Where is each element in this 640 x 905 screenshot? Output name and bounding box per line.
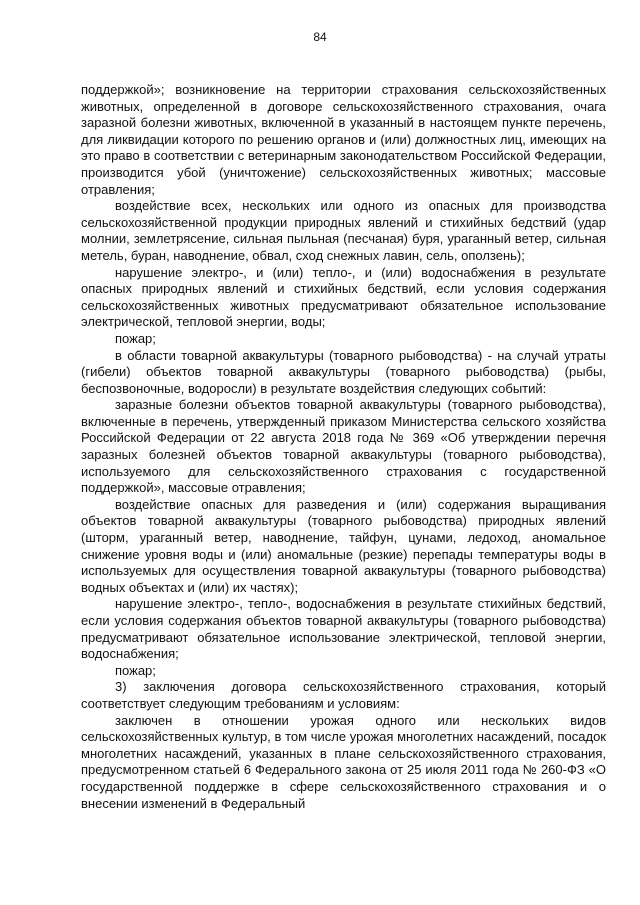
paragraph-11: заключен в отношении урожая одного или нескольких видов сельскохозяйственных культур, в том числе урожая многолетних насаждений, посадок многолетних насаждений, указанных в плане сельскохозяйственного страхования, предусмотренном статьей 6 Федерального закона от 25 июля 2011 года № 260-ФЗ «О государственной поддержке в сфере сельскохозяйственного страхования и о внесении изменений в Федеральный xyxy=(81,712,606,811)
page-number: 84 xyxy=(313,30,327,44)
paragraph-4: пожар; xyxy=(115,330,156,346)
paragraph-5: в области товарной аквакультуры (товарного рыбоводства) - на случай утраты (гибели) объектов товарной аквакультуры (товарного рыбоводства) (рыбы, беспозвоночные, водоросли) в результате воздействия следующих событий: xyxy=(81,347,606,396)
paragraph-7: воздействие опасных для разведения и (или) содержания выращивания объектов товарной аквакультуры (товарного рыбоводства) природных явлений (шторм, ураганный ветер, наводнение, тайфун, цунами, ледоход, аномальное снижение уровня воды и (или) аномальные (резкие) перепады температуры воды в используемых для осуществления товарной аквакультуры (товарного рыбоводства) водных объектах и (или) их частях); xyxy=(81,496,606,595)
paragraph-6: заразные болезни объектов товарной аквакультуры (товарного рыбоводства), включенные в перечень, утвержденный приказом Министерства сельского хозяйства Российской Федерации от 22 августа 2018 года № 369 «Об утверждении перечня заразных болезней объектов товарной аквакультуры (товарного рыбоводства), используемого для сельскохозяйственного страхования с государственной поддержкой», массовые отравления; xyxy=(81,397,606,496)
paragraph-9: пожар; xyxy=(115,662,156,678)
paragraph-2: воздействие всех, нескольких или одного из опасных для производства сельскохозяйственной продукции природных явлений и стихийных бедствий (удар молнии, землетрясение, сильная пыльная (песчаная) буря, ураганный ветер, сильная метель, буран, наводнение, обвал, сход снежных лавин, сель, оползень); xyxy=(81,198,606,263)
paragraph-8: нарушение электро-, тепло-, водоснабжения в результате стихийных бедствий, если условия содержания объектов товарной аквакультуры (товарного рыбоводства) предусматривают обязательное использование электрической, тепловой энергии, водоснабжения; xyxy=(81,596,606,662)
paragraph-10: 3) заключения договора сельскохозяйственного страхования, который соответствует следующим требованиям и условиям: xyxy=(81,679,606,711)
paragraph-3: нарушение электро-, и (или) тепло-, и (или) водоснабжения в результате опасных природных явлений и стихийных бедствий, если условия содержания сельскохозяйственных животных предусматривают обязательное использование электрической, тепловой энергии, воды; xyxy=(81,264,606,330)
document-body xyxy=(81,82,606,812)
paragraph-1: поддержкой»; возникновение на территории страхования сельскохозяйственных животных, определенной в договоре сельскохозяйственного страхования, очага заразной болезни животных, включенной в указанный в настоящем пункте перечень, для ликвидации которого по решению органов и (или) должностных лиц, имеющих на это право в соответствии с ветеринарным законодательством Российской Федерации, производится убой (уничтожение) сельскохозяйственных животных; массовые отравления; xyxy=(81,82,606,197)
